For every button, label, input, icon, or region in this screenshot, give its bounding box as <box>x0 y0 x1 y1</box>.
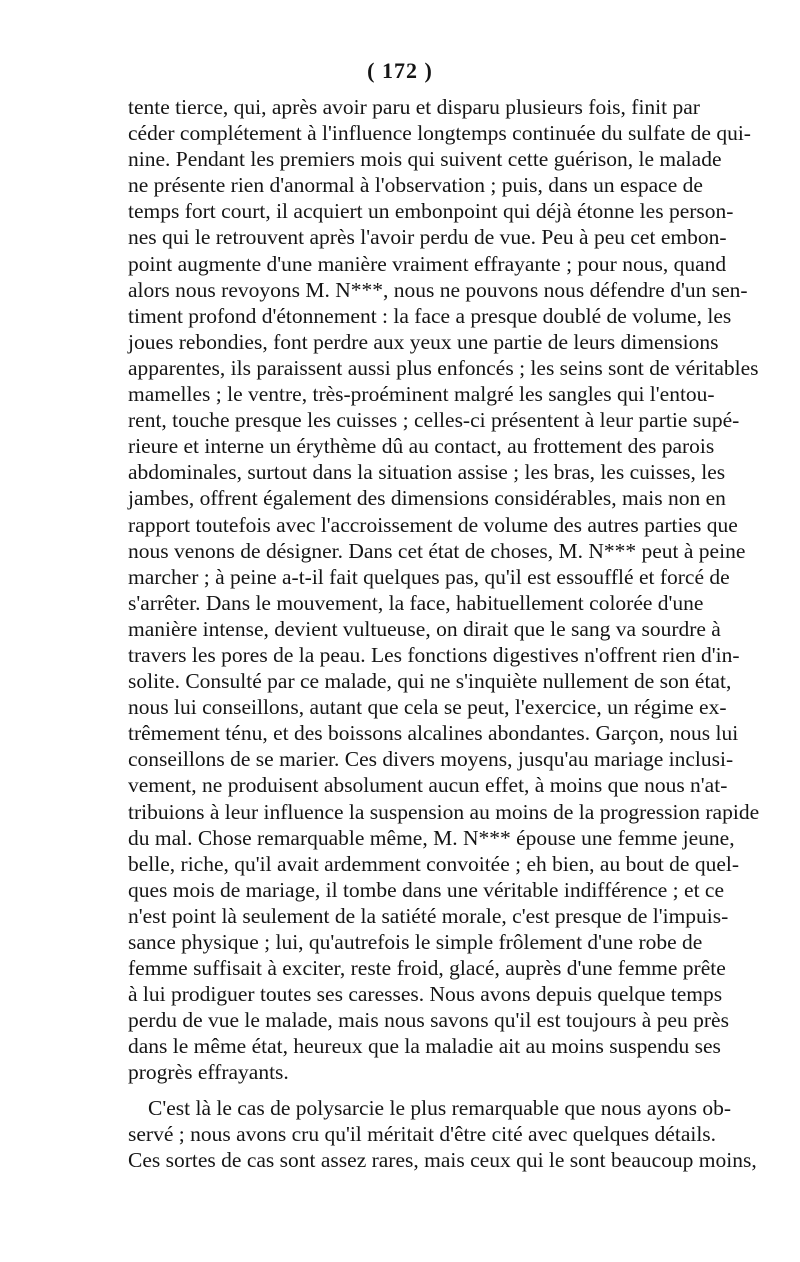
text-line: tribuions à leur influence la suspension au moins de la progression rapide <box>128 799 760 824</box>
text-line: rapport toutefois avec l'accroissement de volume des autres parties que <box>128 512 738 537</box>
text-line: progrès effrayants. <box>128 1060 289 1085</box>
text-line: dans le même état, heureux que la maladie ait au moins suspendu ses <box>128 1034 721 1059</box>
text-line: nous lui conseillons, autant que cela se peut, l'exercice, un régime ex- <box>128 695 727 720</box>
text-line: jambes, offrent également des dimensions considérables, mais non en <box>128 486 726 511</box>
text-line: joues rebondies, font perdre aux yeux une partie de leurs dimensions <box>128 329 719 354</box>
text-line: conseillons de se marier. Ces divers moyens, jusqu'au mariage inclusi- <box>128 747 734 772</box>
text-line: alors nous revoyons M. N***, nous ne pouvons nous défendre d'un sen- <box>128 277 748 302</box>
text-line: céder complétement à l'influence longtemps continuée du sulfate de qui- <box>128 121 751 146</box>
text-line: C'est là le cas de polysarcie le plus remarquable que nous ayons ob- <box>148 1095 731 1120</box>
text-line: rieure et interne un érythème dû au contact, au frottement des parois <box>128 434 715 459</box>
text-line: vement, ne produisent absolument aucun effet, à moins que nous n'at- <box>128 773 728 798</box>
paragraph-gap <box>128 1086 675 1095</box>
text-line: rent, touche presque les cuisses ; celles-ci présentent à leur partie supé- <box>128 408 740 433</box>
text-line: s'arrêter. Dans le mouvement, la face, habituellement colorée d'une <box>128 590 704 615</box>
text-line: Ces sortes de cas sont assez rares, mais ceux qui le sont beaucoup moins, <box>128 1147 757 1172</box>
text-line: tente tierce, qui, après avoir paru et disparu plusieurs fois, finit par <box>128 95 700 119</box>
text-line: trêmement ténu, et des boissons alcalines abondantes. Garçon, nous lui <box>128 721 739 746</box>
text-line: n'est point là seulement de la satiété morale, c'est presque de l'impuis- <box>128 903 729 928</box>
text-line: temps fort court, il acquiert un embonpoint qui déjà étonne les person- <box>128 199 734 224</box>
paragraph-2 <box>128 1095 757 1173</box>
text-line: belle, riche, qu'il avait ardemment convoitée ; eh bien, au bout de quel- <box>128 851 740 876</box>
text-line: apparentes, ils paraissent aussi plus enfoncés ; les seins sont de véritables <box>128 355 759 380</box>
text-line: nine. Pendant les premiers mois qui suivent cette guérison, le malade <box>128 147 722 172</box>
text-line: point augmente d'une manière vraiment effrayante ; pour nous, quand <box>128 251 727 276</box>
text-line: perdu de vue le malade, mais nous savons qu'il est toujours à peu près <box>128 1008 729 1033</box>
text-line: nes qui le retrouvent après l'avoir perdu de vue. Peu à peu cet embon- <box>128 225 727 250</box>
text-line: solite. Consulté par ce malade, qui ne s'inquiète nullement de son état, <box>128 669 732 694</box>
text-line: mamelles ; le ventre, très-proéminent malgré les sangles qui l'entou- <box>128 382 715 407</box>
text-line: servé ; nous avons cru qu'il méritait d'être cité avec quelques détails. <box>128 1121 717 1146</box>
text-line: ne présente rien d'anormal à l'observation ; puis, dans un espace de <box>128 173 703 198</box>
text-line: du mal. Chose remarquable même, M. N*** épouse une femme jeune, <box>128 825 735 850</box>
text-line: ques mois de mariage, il tombe dans une véritable indifférence ; et ce <box>128 877 725 902</box>
text-line: nous venons de désigner. Dans cet état de choses, M. N*** peut à peine <box>128 538 746 563</box>
text-line: abdominales, surtout dans la situation assise ; les bras, les cuisses, les <box>128 460 726 485</box>
text-line: travers les pores de la peau. Les fonctions digestives n'offrent rien d'in- <box>128 642 740 667</box>
text-line: sance physique ; lui, qu'autrefois le simple frôlement d'une robe de <box>128 930 703 954</box>
body-text <box>128 94 760 1173</box>
text-line: marcher ; à peine a-t-il fait quelques pas, qu'il est essoufflé et forcé de <box>128 564 730 589</box>
text-line: manière intense, devient vultueuse, on dirait que le sang va sourdre à <box>128 616 721 641</box>
paragraph-1 <box>128 94 760 1086</box>
text-line: timent profond d'étonnement : la face a presque doublé de volume, les <box>128 303 732 328</box>
text-line: femme suffisait à exciter, reste froid, glacé, auprès d'une femme prête <box>128 956 726 981</box>
page-number: ( 172 ) <box>367 58 433 83</box>
text-line: à lui prodiguer toutes ses caresses. Nous avons depuis quelque temps <box>128 982 723 1007</box>
